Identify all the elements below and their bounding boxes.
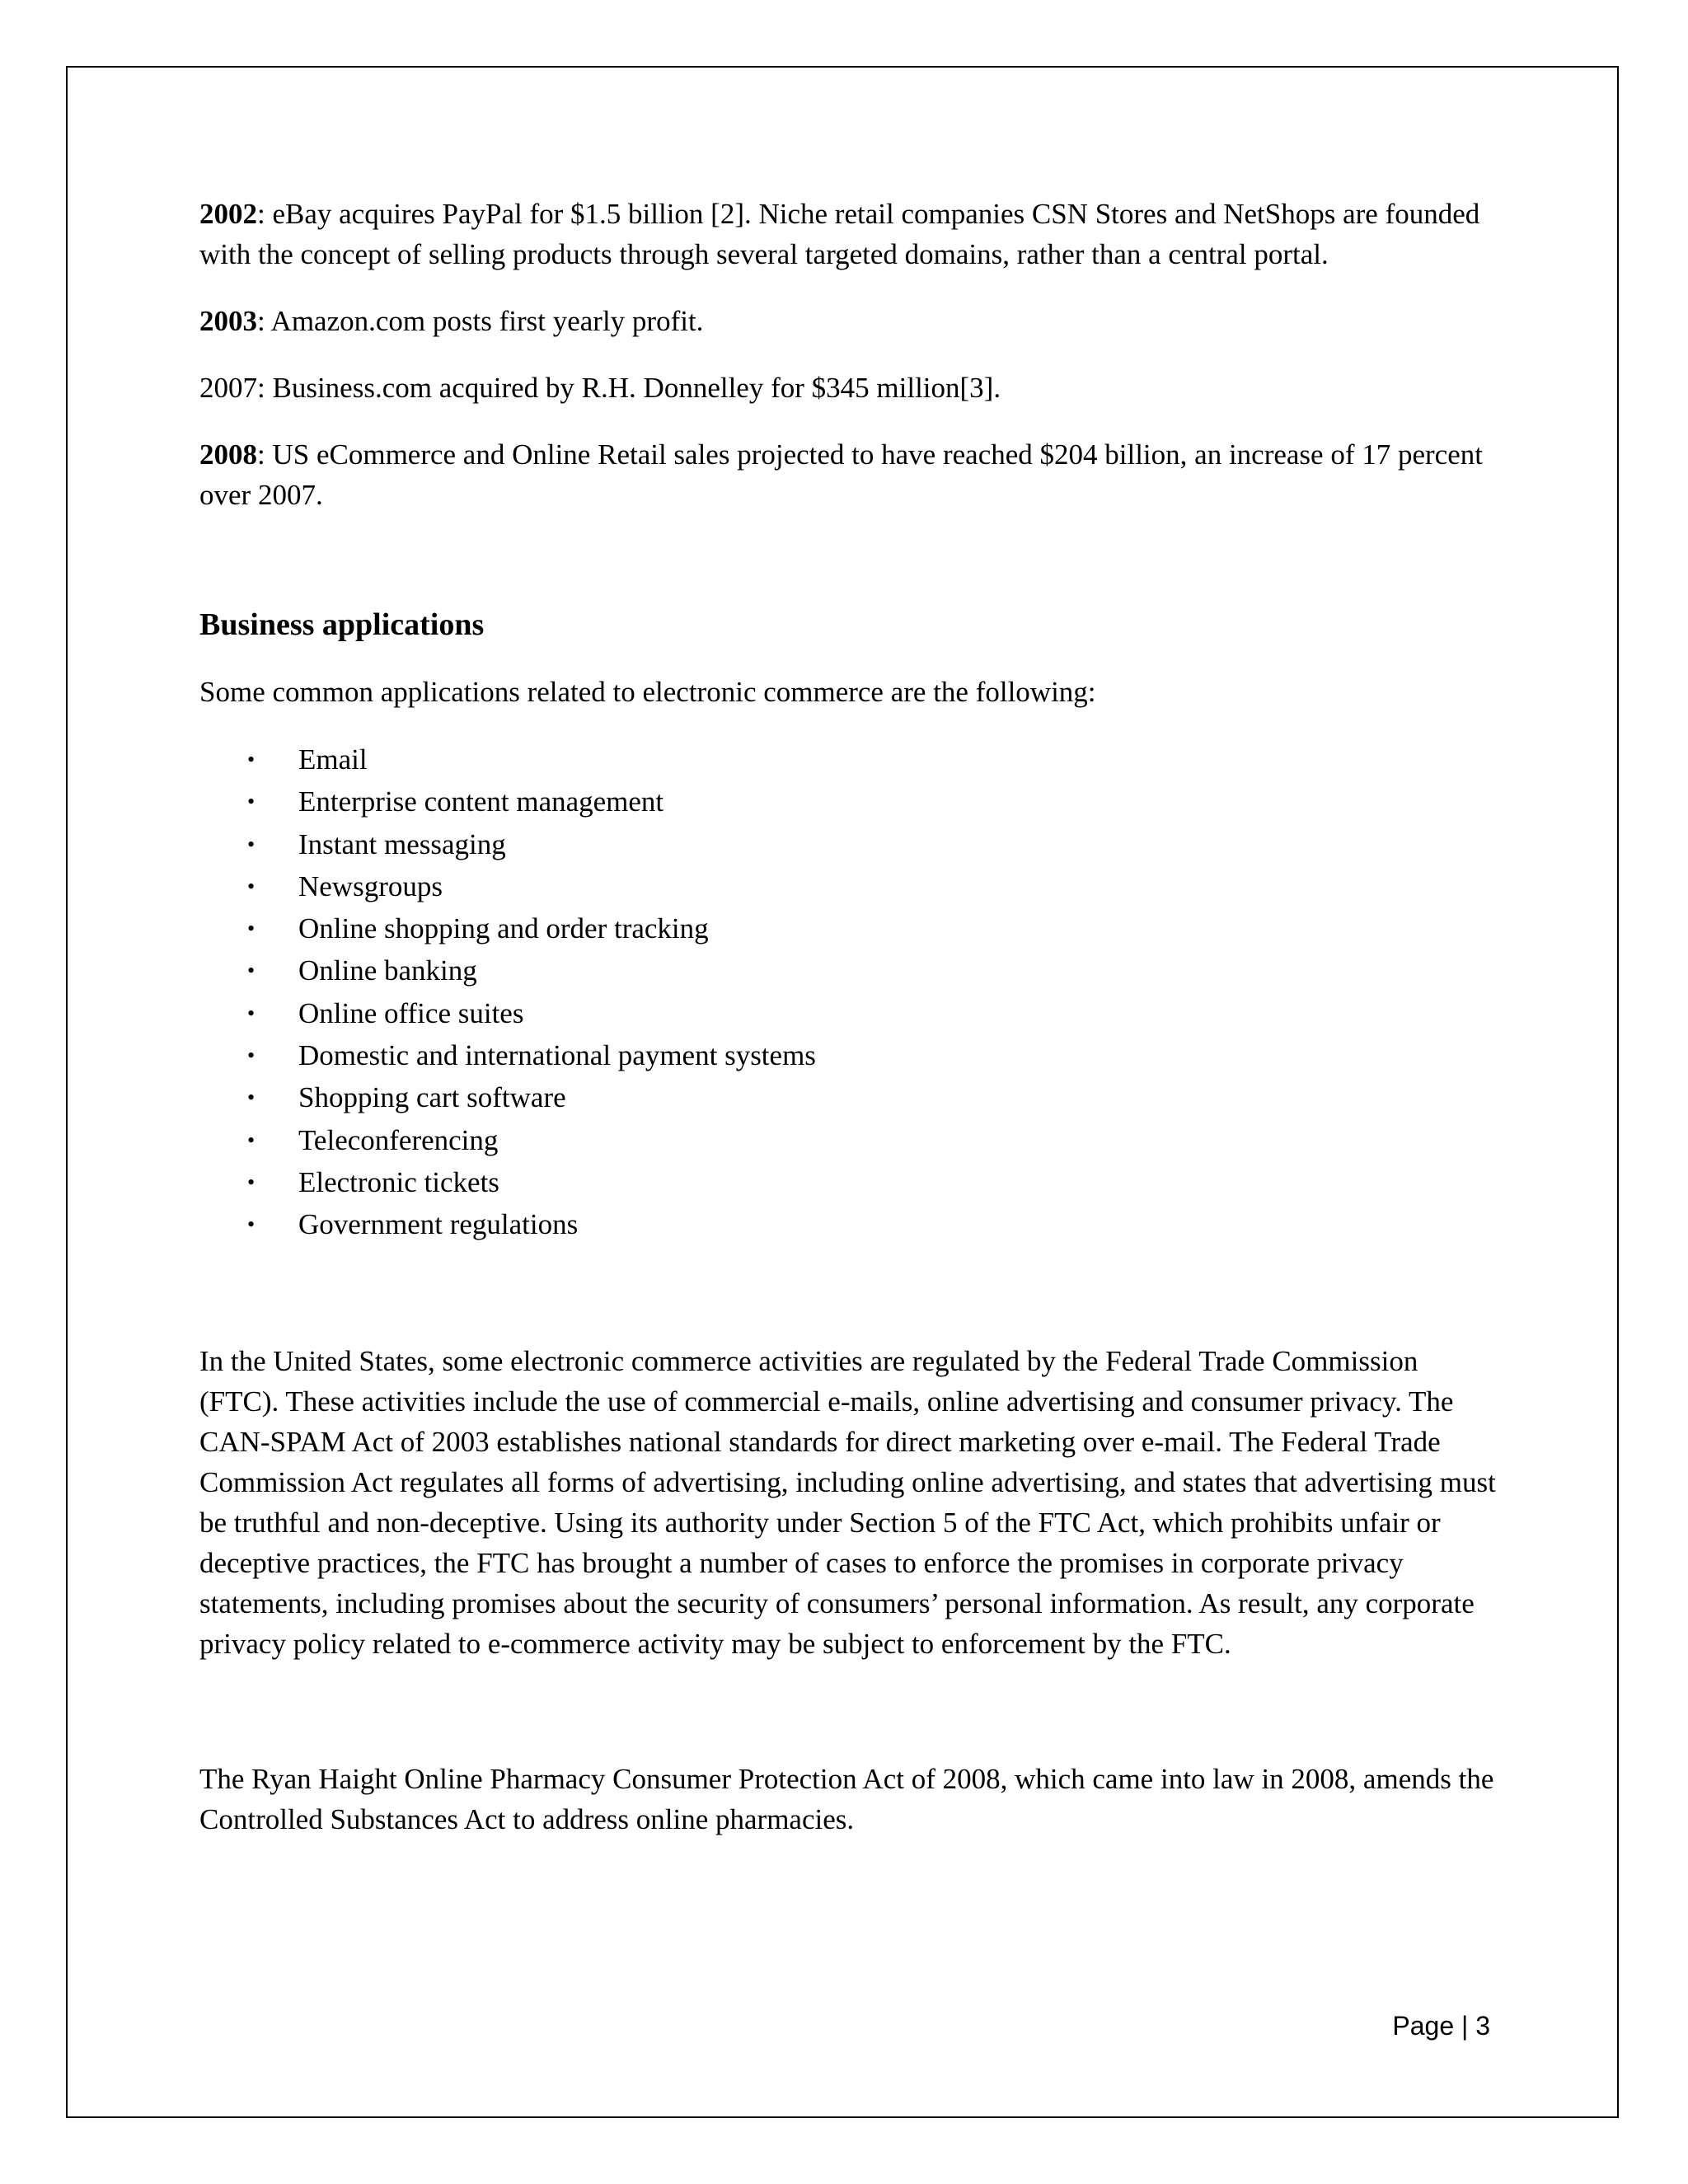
applications-list (199, 738, 1502, 1246)
bullet-icon: • (247, 1043, 256, 1068)
bullet-icon: • (247, 1085, 256, 1110)
bullet-icon: • (247, 748, 256, 771)
list-item-label: Teleconferencing (298, 1123, 499, 1156)
list-item (199, 949, 1502, 991)
timeline-text: : Amazon.com posts first yearly profit. (257, 305, 704, 337)
list-item (199, 738, 1502, 780)
timeline-2002 (199, 194, 1502, 274)
applications-intro: Some common applications related to electronic commerce are the following: (199, 676, 1096, 708)
bullet-icon: • (247, 832, 256, 856)
list-item (199, 1076, 1502, 1118)
bullet-icon: • (247, 1127, 256, 1152)
page-number: Page | 3 (1392, 2011, 1490, 2041)
timeline-2003 (199, 301, 1502, 341)
list-item (199, 823, 1502, 865)
list-item-label: Shopping cart software (298, 1081, 566, 1114)
ftc-regulation-paragraph: In the United States, some electronic commerce activities are regulated by the Federal Trade Commission (FTC). These activities include the use of commercial e-mails, online advertising and consumer privacy. The CAN-SPAM Act of 2003 establishes national standards for direct marketing over e-mail. The Federal Trade Commission Act regulates all forms of advertising, including online advertising, and states that advertising must be truthful and non-deceptive. Using its authority under Section 5 of the FTC Act, which prohibits unfair or deceptive practices, the FTC has brought a number of cases to enforce the promises in corporate privacy statements, including promises about the security of consumers’ personal information. As result, any corporate privacy policy related to e-commerce activity may be subject to enforcement by the FTC. (199, 1344, 1496, 1660)
year-label: 2002 (199, 198, 257, 230)
bullet-icon: • (247, 874, 256, 898)
timeline-text: : eBay acquires PayPal for $1.5 billion [2]. Niche retail companies CSN Stores and NetShops are founded with the concept of selling products through several targeted domains, rather than a central portal. (199, 198, 1480, 270)
list-item-label: Online shopping and order tracking (298, 912, 709, 945)
list-item-label: Domestic and international payment systems (298, 1039, 816, 1072)
bullet-icon: • (247, 1001, 256, 1025)
bullet-icon: • (247, 1212, 256, 1237)
year-label: 2008 (199, 438, 257, 471)
section-heading: Business applications (199, 607, 485, 642)
timeline-2007: 2007: Business.com acquired by R.H. Donnelley for $345 million[3]. (199, 372, 1001, 404)
list-item-label: Government regulations (298, 1208, 579, 1241)
list-item (199, 780, 1502, 823)
list-item (199, 992, 1502, 1034)
list-item-label: Newsgroups (298, 869, 443, 902)
list-item (199, 1034, 1502, 1076)
list-item (199, 865, 1502, 907)
list-item-label: Instant messaging (298, 827, 506, 860)
list-item (199, 907, 1502, 949)
document-body (199, 194, 1502, 1840)
list-item (199, 1203, 1502, 1245)
ryan-haight-paragraph: The Ryan Haight Online Pharmacy Consumer Protection Act of 2008, which came into law in 2008, amends the Controlled Substances Act to address online pharmacies. (199, 1762, 1494, 1835)
list-item-label: Enterprise content management (298, 785, 664, 818)
list-item-label: Email (298, 743, 368, 776)
list-item (199, 1161, 1502, 1203)
year-label: 2003 (199, 305, 257, 337)
list-item-label: Online banking (298, 954, 477, 987)
list-item-label: Electronic tickets (298, 1165, 499, 1198)
list-item-label: Online office suites (298, 996, 524, 1029)
timeline-text: : US eCommerce and Online Retail sales projected to have reached $204 billion, an increase of 17 percent over 2007. (199, 438, 1483, 511)
bullet-icon: • (247, 790, 256, 814)
list-item (199, 1119, 1502, 1161)
timeline-2008 (199, 434, 1502, 515)
bullet-icon: • (247, 916, 256, 941)
bullet-icon: • (247, 958, 256, 983)
bullet-icon: • (247, 1169, 256, 1194)
